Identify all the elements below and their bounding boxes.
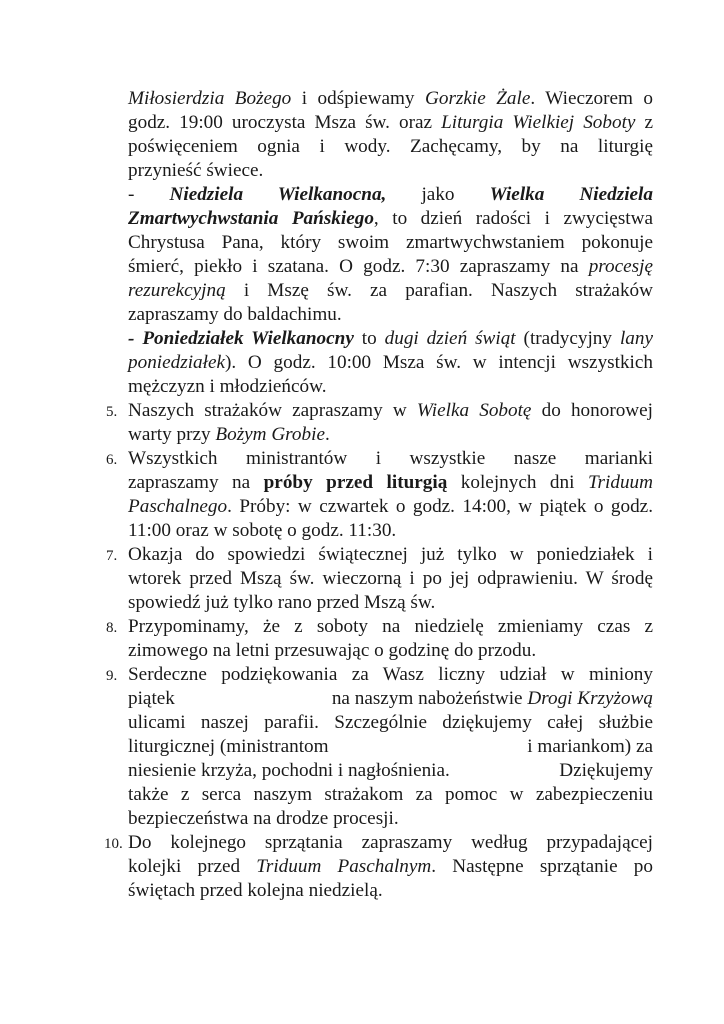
text: i Mszę św. za parafian. Naszych strażaków (225, 280, 653, 301)
item-7-line-1: Okazja do spowiedzi świątecznej już tylko w poniedziałek i (128, 544, 653, 565)
item-9-line-6: także z serca naszym strażakom za pomoc w zabezpieczeniu (128, 784, 653, 805)
text-italic: Gorzkie Żale (425, 88, 531, 109)
text: . Następne sprzątanie po (431, 856, 653, 877)
easter-monday-line-3: mężczyzn i młodzieńców. (128, 376, 327, 397)
item-10-line-2 (128, 855, 653, 879)
text: jako (421, 184, 455, 205)
text: kolejki przed (128, 856, 257, 877)
item-10-line-1: Do kolejnego sprzątania zapraszamy według przypadającej (128, 832, 653, 853)
item-6-line-2 (128, 471, 653, 495)
text-bold-italic: Zmartwychwstania Pańskiego (128, 208, 374, 229)
text: . (324, 424, 330, 445)
text: z (635, 112, 653, 133)
easter-monday-line-2 (128, 351, 653, 375)
item-8-line-1: Przypominamy, że z soboty na niedzielę zmieniamy czas z (128, 616, 653, 637)
text-italic: dugi dzień świąt (384, 328, 516, 349)
item-7-line-2: wtorek przed Mszą św. wieczorną i po jej odprawieniu. W środę (128, 568, 653, 589)
text: . Wieczorem o (530, 88, 653, 109)
text: i mariankom) za (527, 736, 653, 757)
text-bold-italic: Wielka Niedziela (489, 184, 653, 205)
text: i odśpiewamy (291, 88, 426, 109)
item-10-line-3: świętach przed kolejna niedzielą. (128, 880, 383, 901)
text: warty przy (128, 424, 216, 445)
text-italic: Wielka Sobotę (416, 400, 532, 421)
easter-monday-line-1 (128, 327, 653, 351)
item-9-line-1: Serdeczne podziękowania za Wasz liczny udział w miniony (128, 664, 653, 685)
text-italic: rezurekcyjną (128, 280, 226, 301)
item-9-line-2-right (332, 687, 653, 711)
text: . Próby: w czwartek o godz. 14:00, w piątek o godz. (227, 496, 653, 517)
text-italic: Triduum Paschalnym (256, 856, 432, 877)
easter-sunday-line-1 (128, 183, 653, 207)
text-italic: Bożym Grobie (215, 424, 325, 445)
text-italic: Miłosierdzia Bożego (128, 88, 292, 109)
item-6-line-1: Wszystkich ministrantów i wszystkie nasze marianki (128, 448, 653, 469)
text: Dziękujemy (559, 760, 653, 781)
item-9-line-3: ulicami naszej parafii. Szczególnie dziękujemy całej służbie (128, 712, 653, 733)
text-bold-italic: Niedziela Wielkanocna, (169, 184, 387, 205)
text: liturgicznej (ministrantom (128, 736, 329, 757)
intro-line-2 (128, 111, 653, 135)
text-bold-italic: - Poniedziałek Wielkanocny (128, 328, 354, 349)
text-italic: lany (619, 328, 653, 349)
easter-sunday-line-6: zapraszamy do baldachimu. (128, 304, 342, 325)
text: godz. 19:00 uroczysta Msza św. oraz (128, 112, 442, 133)
text: ). O godz. 10:00 Msza św. w intencji wszystkich (224, 352, 653, 373)
text: piątek (128, 688, 175, 709)
list-number-9: 9. (106, 668, 118, 684)
text: Naszych strażaków zapraszamy w (128, 400, 417, 421)
list-number-7: 7. (106, 548, 118, 564)
text-italic: Triduum (587, 472, 653, 493)
item-7-line-3: spowiedź już tylko rano przed Mszą św. (128, 592, 436, 613)
text-italic: Liturgia Wielkiej Soboty (441, 112, 636, 133)
item-5-line-1 (128, 399, 653, 423)
text-italic: poniedziałek (128, 352, 225, 373)
text-italic: Drogi Krzyżową (527, 688, 653, 709)
list-number-8: 8. (106, 620, 118, 636)
text: to (353, 328, 385, 349)
item-6-line-4: 11:00 oraz w sobotę o godz. 11:30. (128, 520, 397, 541)
intro-line-4: przynieść świece. (128, 160, 264, 181)
text: śmierć, piekło i szatana. O godz. 7:30 zapraszamy na (128, 256, 589, 277)
text: do honorowej (531, 400, 654, 421)
item-5-line-2 (128, 423, 653, 447)
text: kolejnych dni (447, 472, 588, 493)
dash: - (128, 184, 135, 205)
intro-line-1 (128, 87, 653, 111)
list-number-6: 6. (106, 452, 118, 468)
list-number-10: 10. (104, 836, 123, 852)
item-9-line-2 (128, 687, 653, 711)
easter-sunday-line-4 (128, 255, 653, 279)
text-bold: próby przed liturgią (263, 472, 448, 493)
item-9-line-5 (128, 759, 653, 783)
text: na naszym nabożeństwie (331, 688, 528, 709)
text-italic: Paschalnego (128, 496, 228, 517)
text: (tradycyjny (515, 328, 620, 349)
easter-sunday-line-5 (128, 279, 653, 303)
text: , to dzień radości i zwycięstwa (373, 208, 653, 229)
easter-sunday-line-2 (128, 207, 653, 231)
text: zapraszamy na (128, 472, 264, 493)
item-6-line-3 (128, 495, 653, 519)
item-9-line-4 (128, 735, 653, 759)
text-italic: procesję (588, 256, 653, 277)
easter-sunday-line-3: Chrystusa Pana, który swoim zmartwychwstaniem pokonuje (128, 232, 653, 253)
text: niesienie krzyża, pochodni i nagłośnienia. (128, 760, 450, 781)
list-number-5: 5. (106, 404, 118, 420)
item-8-line-2: zimowego na letni przesuwając o godzinę do przodu. (128, 640, 537, 661)
item-9-line-7: bezpieczeństwa na drodze procesji. (128, 808, 399, 829)
intro-line-3: poświęceniem ognia i wody. Zachęcamy, by na liturgię (128, 136, 653, 157)
